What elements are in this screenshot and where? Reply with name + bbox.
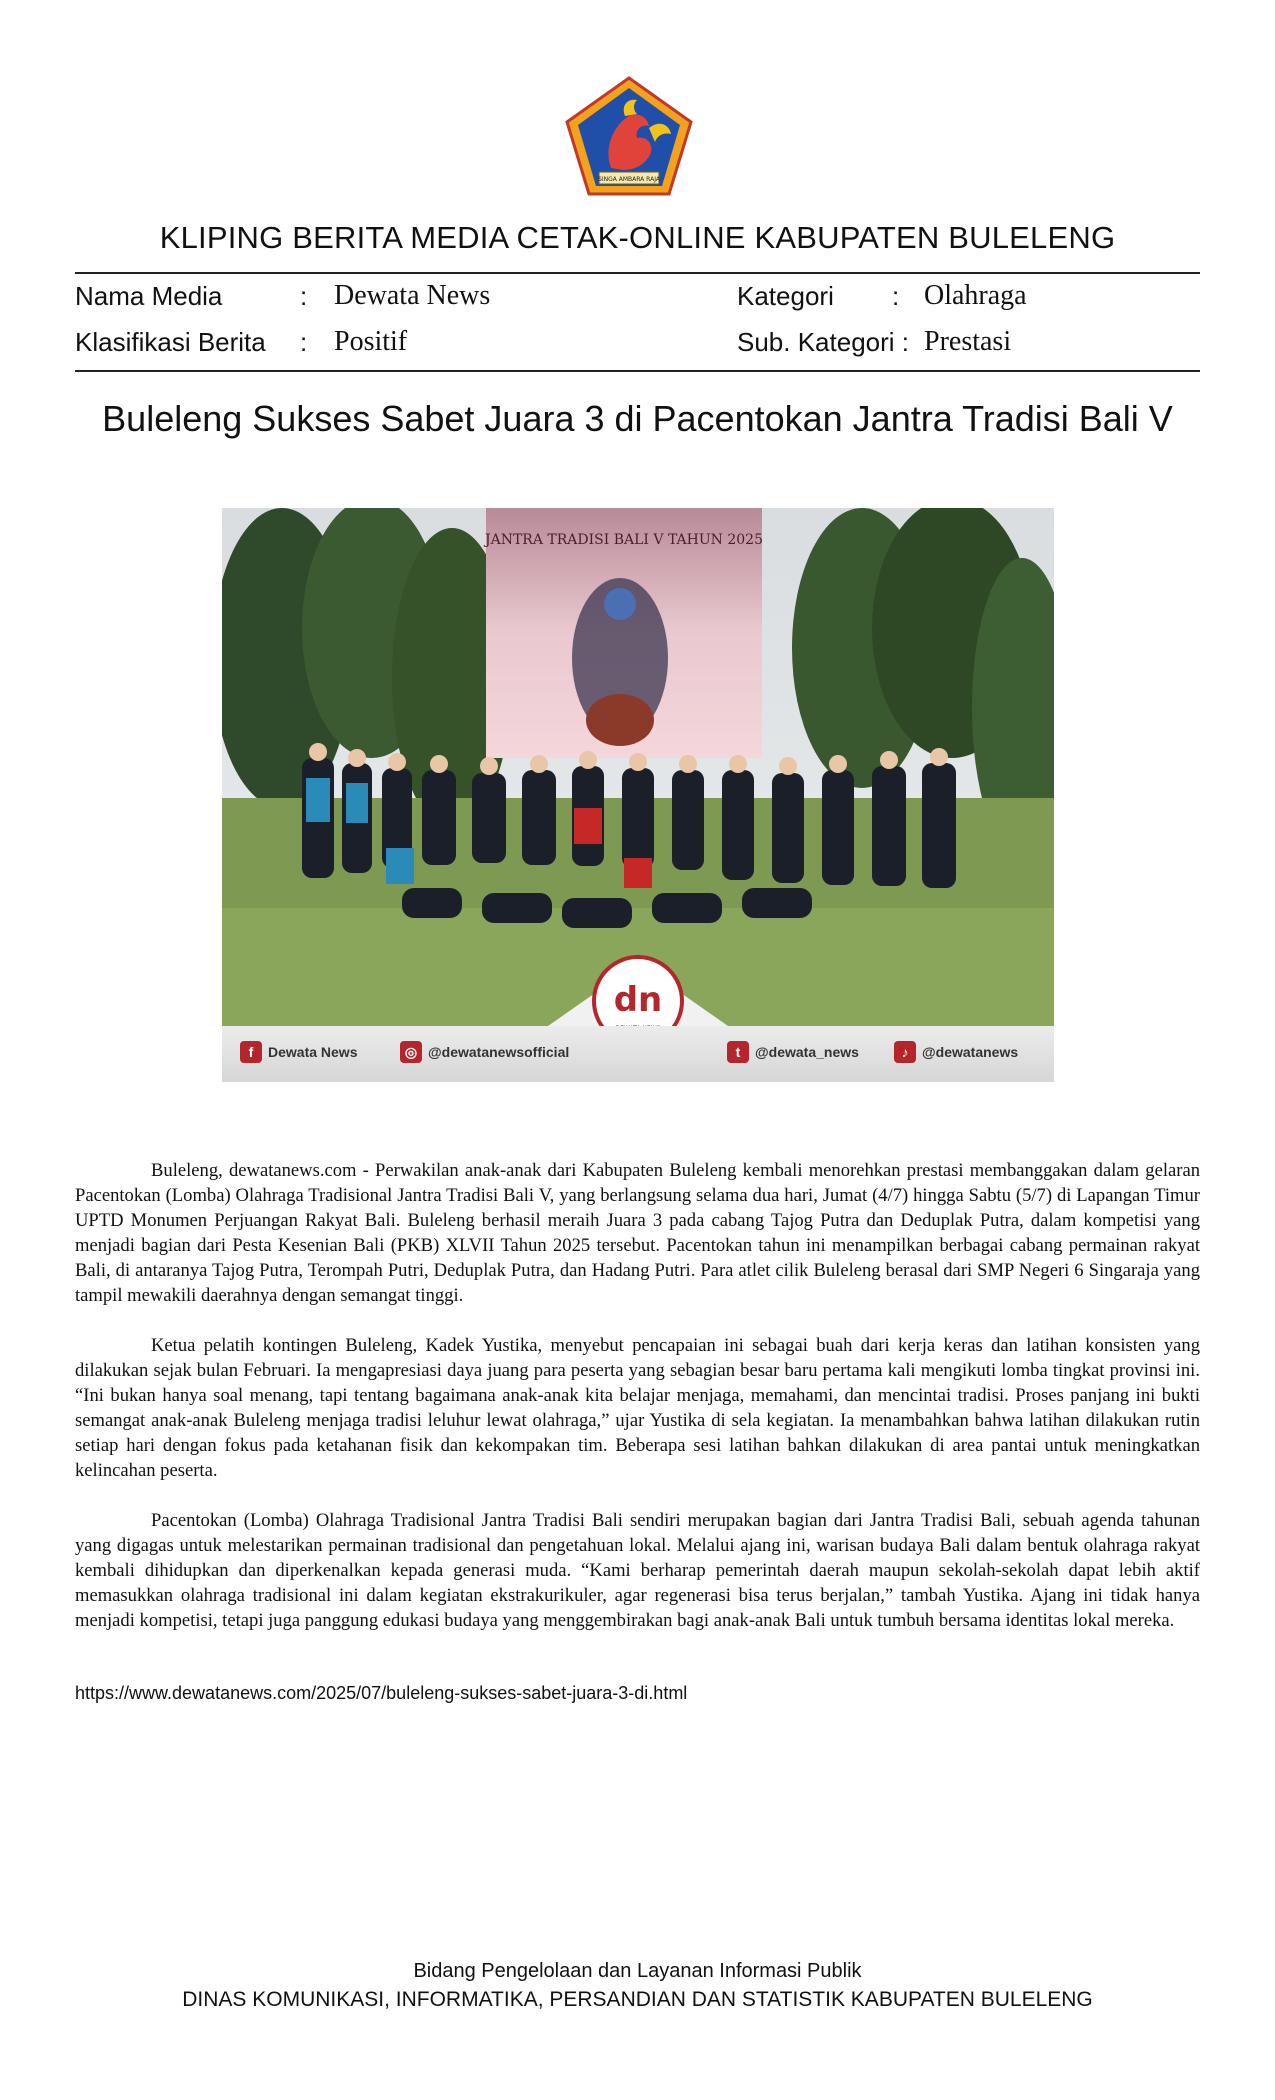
instagram-icon: ◎: [400, 1041, 422, 1063]
top-rule: [75, 272, 1200, 274]
sub-category-label: Sub. Kategori :: [737, 327, 909, 357]
social-facebook: [240, 1041, 357, 1063]
facebook-icon: f: [240, 1041, 262, 1063]
classification-label: Klasifikasi Berita: [75, 327, 266, 357]
instagram-handle: @dewatanewsofficial: [428, 1044, 570, 1060]
social-twitter: [727, 1041, 859, 1063]
logo-motto: SINGA AMBARA RAJA: [598, 176, 660, 183]
article-paragraph-3: Pacentokan (Lomba) Olahraga Tradisional Jantra Tradisi Bali sendiri merupakan bagian dari Jantra Tradisi Bali, sebuah agenda tahunan yang digagas untuk melestarikan permainan tradisional dan pengetahuan lokal. Melalui ajang ini, warisan budaya Bali dalam bentuk olahraga rakyat kembali dihidupkan dan diperkenalkan kepada generasi muda. “Kami berharap pemerintah daerah maupun sekolah-sekolah dapat lebih aktif memasukkan olahraga tradisional ini dalam kegiatan ekstrakurikuler, agar regenerasi bisa terus berjalan,” tambah Yustika. Ajang ini tidak hanya menjadi kompetisi, tetapi juga panggung edukasi budaya yang menggembirakan bagi anak-anak Bali untuk tumbuh bersama identitas lokal mereka.: [75, 1510, 1200, 1631]
footer-division: Bidang Pengelolaan dan Layanan Informasi Publik: [413, 1960, 862, 1982]
facebook-handle: Dewata News: [268, 1044, 358, 1060]
category-label: Kategori: [737, 281, 834, 311]
tiktok-handle: @dewatanews: [922, 1044, 1019, 1060]
category-colon: :: [892, 281, 900, 311]
masthead-title: KLIPING BERITA MEDIA CETAK-ONLINE KABUPATEN BULELENG: [159, 220, 1116, 255]
classification-value: Positif: [334, 326, 408, 357]
banner-title: JANTRA TRADISI BALI V TAHUN 2025: [485, 532, 763, 548]
tiktok-icon: ♪: [894, 1041, 916, 1063]
article-paragraph-1: Buleleng, dewatanews.com - Perwakilan anak-anak dari Kabupaten Buleleng kembali menorehkan prestasi membanggakan dalam gelaran Pacentokan (Lomba) Olahraga Tradisional Jantra Tradisi Bali V, yang berlangsung selama dua hari, Jumat (4/7) hingga Sabtu (5/7) di Lapangan Timur UPTD Monumen Perjuangan Rakyat Bali. Buleleng berhasil meraih Juara 3 pada cabang Tajog Putra dan Deduplak Putra, dalam kompetisi yang menjadi bagian dari Pesta Kesenian Bali (PKB) XLVII Tahun 2025 tersebut. Pacentokan tahun ini menampilkan berbagai cabang permainan rakyat Bali, di antaranya Tajog Putra, Terompah Putri, Deduplak Putra, dan Hadang Putri. Para atlet cilik Buleleng berasal dari SMP Negeri 6 Singaraja yang tampil mewakili daerahnya dengan semangat tinggi.: [75, 1160, 1200, 1306]
social-instagram: [400, 1041, 569, 1063]
news-photo: [222, 508, 1054, 1082]
sub-category-value: Prestasi: [924, 326, 1012, 357]
category-value: Olahraga: [924, 280, 1027, 311]
article-body: [75, 1158, 1200, 1658]
bottom-rule: [75, 370, 1200, 372]
brand-mark: dn: [613, 980, 663, 1020]
media-name-colon: :: [300, 281, 308, 311]
twitter-handle: @dewata_news: [755, 1044, 859, 1060]
article-headline: Buleleng Sukses Sabet Juara 3 di Pacentokan Jantra Tradisi Bali V: [102, 398, 1173, 439]
social-tiktok: [894, 1041, 1018, 1063]
media-name-value: Dewata News: [334, 280, 491, 311]
source-url: https://www.dewatanews.com/2025/07/buleleng-sukses-sabet-juara-3-di.html: [75, 1683, 688, 1703]
classification-colon: :: [300, 327, 308, 357]
regency-logo: [563, 76, 695, 198]
footer-agency: DINAS KOMUNIKASI, INFORMATIKA, PERSANDIAN DAN STATISTIK KABUPATEN BULELENG: [182, 1988, 1093, 2011]
twitter-icon: t: [727, 1041, 749, 1063]
social-bar: [222, 1026, 1054, 1082]
article-paragraph-2: Ketua pelatih kontingen Buleleng, Kadek Yustika, menyebut pencapaian ini sebagai buah dari kerja keras dan latihan konsisten yang dilakukan sejak bulan Februari. Ia mengapresiasi daya juang para peserta yang sebagian besar baru pertama kali mengikuti lomba tingkat provinsi ini. “Ini bukan hanya soal menang, tapi tentang bagaimana anak-anak kita belajar menjaga, memahami, dan mencintai tradisi. Proses panjang ini bukti semangat anak-anak Buleleng menjaga tradisi leluhur lewat olahraga,” ujar Yustika di sela kegiatan. Ia menambahkan bahwa latihan dilakukan rutin setiap hari dengan fokus pada ketahanan fisik dan kekompakan tim. Beberapa sesi latihan bahkan dilakukan di area pantai untuk meningkatkan kelincahan peserta.: [75, 1335, 1200, 1481]
media-name-label: Nama Media: [75, 281, 223, 311]
